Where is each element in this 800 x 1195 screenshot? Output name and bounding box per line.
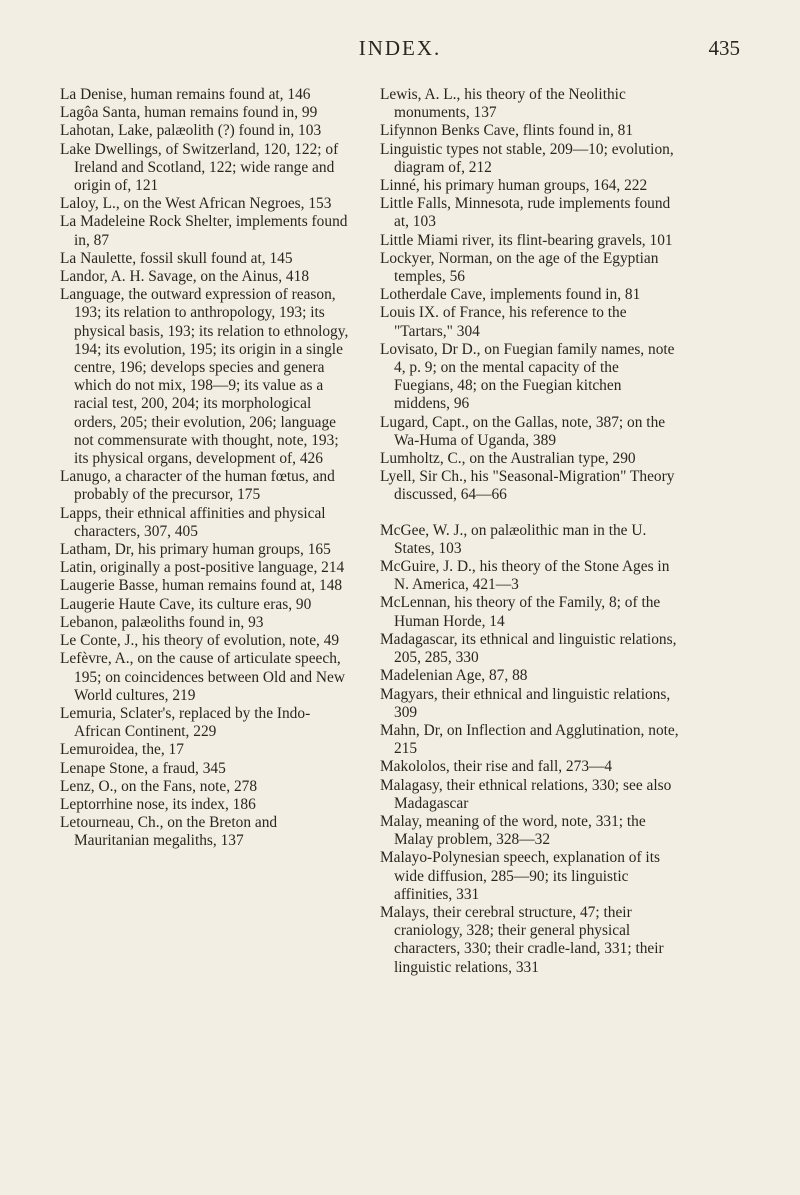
index-entry: Latham, Dr, his primary human groups, 165 — [60, 541, 331, 559]
index-entry: Lemuria, Sclater's, replaced by the Indo-African Continent, 229 — [60, 704, 311, 741]
index-entry: Lotherdale Cave, implements found in, 81 — [380, 286, 641, 304]
index-entry: Lifynnon Benks Cave, flints found in, 81 — [380, 122, 634, 140]
page-header — [60, 36, 740, 66]
index-entry: Lebanon, palæoliths found in, 93 — [60, 613, 264, 631]
index-entry: Madelenian Age, 87, 88 — [380, 667, 528, 685]
index-entry: Little Miami river, its flint-bearing gravels, 101 — [380, 231, 673, 249]
index-entry: Malagasy, their ethnical relations, 330; see also Madagascar — [380, 776, 672, 812]
index-entry: Lapps, their ethnical affinities and physical characters, 307, 405 — [60, 504, 326, 540]
index-entry: La Madeleine Rock Shelter, implements found in, 87 — [60, 213, 348, 249]
index-entry: McLennan, his theory of the Family, 8; of the Human Horde, 14 — [380, 594, 661, 630]
index-entry: Lugard, Capt., on the Gallas, note, 387; on the Wa-Huma of Uganda, 389 — [380, 413, 666, 449]
index-entry: Laugerie Haute Cave, its culture eras, 90 — [60, 595, 312, 613]
index-entry: Le Conte, J., his theory of evolution, note, 49 — [60, 632, 340, 650]
index-entry: Malay, meaning of the word, note, 331; the Malay problem, 328—32 — [380, 812, 646, 849]
index-entry: Leptorrhine nose, its index, 186 — [60, 795, 256, 813]
index-entry: Laloy, L., on the West African Negroes, 153 — [60, 195, 332, 213]
index-entry: Little Falls, Minnesota, rude implements found at, 103 — [380, 195, 671, 231]
index-entry: Latin, originally a post-positive language, 214 — [60, 559, 345, 577]
index-entry: Lake Dwellings, of Switzerland, 120, 122; of Ireland and Scotland, 122; wide range and origin of, 121 — [60, 140, 339, 195]
index-entry: McGee, W. J., on palæolithic man in the U. States, 103 — [380, 521, 647, 557]
index-entry: Madagascar, its ethnical and linguistic relations, 205, 285, 330 — [380, 630, 677, 667]
index-entry: Linguistic types not stable, 209—10; evolution, diagram of, 212 — [380, 140, 674, 176]
index-entry: Lenz, O., on the Fans, note, 278 — [60, 777, 258, 795]
index-entry: Lumholtz, C., on the Australian type, 290 — [380, 450, 636, 468]
index-entry: Makololos, their rise and fall, 273—4 — [380, 758, 613, 776]
index-entry: Lenape Stone, a fraud, 345 — [60, 759, 226, 777]
index-entry: Magyars, their ethnical and linguistic relations, 309 — [380, 685, 671, 721]
index-entry: Lewis, A. L., his theory of the Neolithic monuments, 137 — [380, 86, 626, 122]
index-entry: Lahotan, Lake, palæolith (?) found in, 103 — [60, 122, 322, 140]
index-column-left — [60, 86, 350, 851]
index-entry: Lovisato, Dr D., on Fuegian family names, note 4, p. 9; on the mental capacity of the Fuegians, 48; on the Fuegian kitchen middens, 96 — [380, 340, 675, 413]
index-entry: Malays, their cerebral structure, 47; their craniology, 328; their general physical characters, 330; their cradle-land, 331; their linguistic relations, 331 — [380, 903, 664, 976]
index-entry: Linné, his primary human groups, 164, 222 — [380, 177, 648, 195]
page-title: INDEX. — [358, 36, 442, 60]
page-number: 435 — [708, 36, 740, 60]
index-entry: Malayo-Polynesian speech, explanation of its wide diffusion, 285—90; its linguistic affinities, 331 — [380, 849, 660, 903]
index-entry: Mahn, Dr, on Inflection and Agglutination, note, 215 — [380, 721, 679, 758]
index-entry: Lanugo, a character of the human fœtus, and probably of the precursor, 175 — [60, 468, 335, 504]
index-entry: McGuire, J. D., his theory of the Stone Ages in N. America, 421—3 — [380, 558, 670, 594]
index-entry: Lockyer, Norman, on the age of the Egyptian temples, 56 — [380, 249, 659, 286]
index-entry: La Naulette, fossil skull found at, 145 — [60, 249, 293, 267]
index-entry: Language, the outward expression of reason, 193; its relation to anthropology, 193; its physical basis, 193; its relation to ethnology, 194; its evolution, 195; its origin in a single centre, 196; develops species and genera which do not mix, 198—9; its value as a racial test, 200, 204; its morphological orders, 205; their evolution, 206; language not commensurate with thought, note, 193; its physical organs, development of, 426 — [60, 286, 349, 468]
index-entry: Lagôa Santa, human remains found in, 99 — [60, 104, 318, 122]
index-entry: Letourneau, Ch., on the Breton and Mauritanian megaliths, 137 — [60, 814, 278, 850]
index-entry: Laugerie Basse, human remains found at, 148 — [60, 577, 343, 595]
index-column-right — [380, 86, 680, 977]
index-entry: Landor, A. H. Savage, on the Ainus, 418 — [60, 268, 310, 286]
index-entry: Lefèvre, A., on the cause of articulate speech, 195; on coincidences between Old and New World cultures, 219 — [60, 650, 345, 704]
index-entry: Lemuroidea, the, 17 — [60, 741, 184, 759]
index-entry: La Denise, human remains found at, 146 — [60, 86, 311, 103]
index-entry: Lyell, Sir Ch., his "Seasonal-Migration" Theory discussed, 64—66 — [380, 468, 675, 504]
index-entry: Louis IX. of France, his reference to the "Tartars," 304 — [380, 304, 627, 340]
